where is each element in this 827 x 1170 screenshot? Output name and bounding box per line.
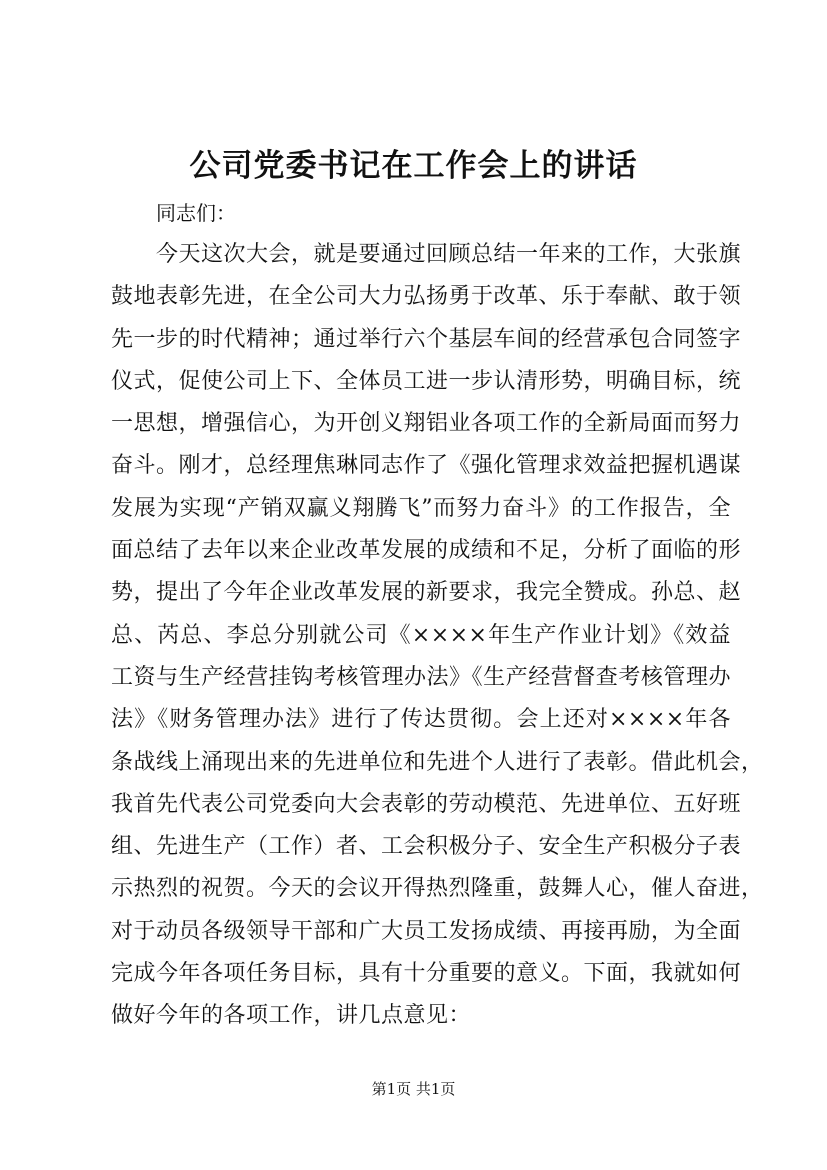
- body-text-line: 发展为实现“产销双赢义翔腾飞”而努力奋斗》的工作报告，全: [111, 495, 731, 521]
- body-text-line: 法》《财务管理办法》进行了传达贯彻。会上还对××××年各: [111, 707, 731, 733]
- body-text-line: 势，提出了今年企业改革发展的新要求，我完全赞成。孙总、赵: [111, 580, 742, 606]
- document-body: [111, 241, 764, 1045]
- body-text-line: 工资与生产经营挂钩考核管理办法》《生产经营督查考核管理办: [111, 664, 731, 690]
- body-text-line: 总、芮总、李总分别就公司《××××年生产作业计划》《效益: [111, 622, 731, 648]
- body-text-line: 完成今年各项任务目标，具有十分重要的意义。下面，我就如何: [111, 961, 742, 987]
- salutation: 同志们：: [156, 201, 236, 225]
- body-text-line: 做好今年的各项工作，讲几点意见：: [111, 1003, 472, 1029]
- body-text-line: 鼓地表彰先进，在全公司大力弘扬勇于改革、乐于奉献、敢于领: [111, 284, 742, 310]
- body-text-line: 先一步的时代精神；通过举行六个基层车间的经营承包合同签字: [111, 326, 742, 352]
- page-indicator: 第1页 共1页: [371, 1080, 456, 1098]
- body-text-line: 示热烈的祝贺。今天的会议开得热烈隆重，鼓舞人心，催人奋进，: [111, 876, 764, 902]
- body-text-line: 我首先代表公司党委向大会表彰的劳动模范、先进单位、五好班: [111, 791, 742, 817]
- body-text-line: 奋斗。刚才，总经理焦琳同志作了《强化管理求效益把握机遇谋: [111, 453, 742, 479]
- body-text-line: 今天这次大会，就是要通过回顾总结一年来的工作，大张旗: [156, 242, 742, 267]
- body-text-line: 面总结了去年以来企业改革发展的成绩和不足，分析了面临的形: [111, 538, 742, 564]
- body-text-line: 对于动员各级领导干部和广大员工发扬成绩、再接再励，为全面: [111, 918, 742, 944]
- document-title: 公司党委书记在工作会上的讲话: [189, 148, 638, 184]
- body-text-line: 仪式，促使公司上下、全体员工进一步认清形势，明确目标，统: [111, 368, 742, 394]
- body-text-line: 一思想，增强信心，为开创义翔铝业各项工作的全新局面而努力: [111, 411, 742, 437]
- body-text-line: 条战线上涌现出来的先进单位和先进个人进行了表彰。借此机会，: [111, 749, 764, 775]
- body-text-line: 组、先进生产（工作）者、工会积极分子、安全生产积极分子表: [111, 834, 742, 860]
